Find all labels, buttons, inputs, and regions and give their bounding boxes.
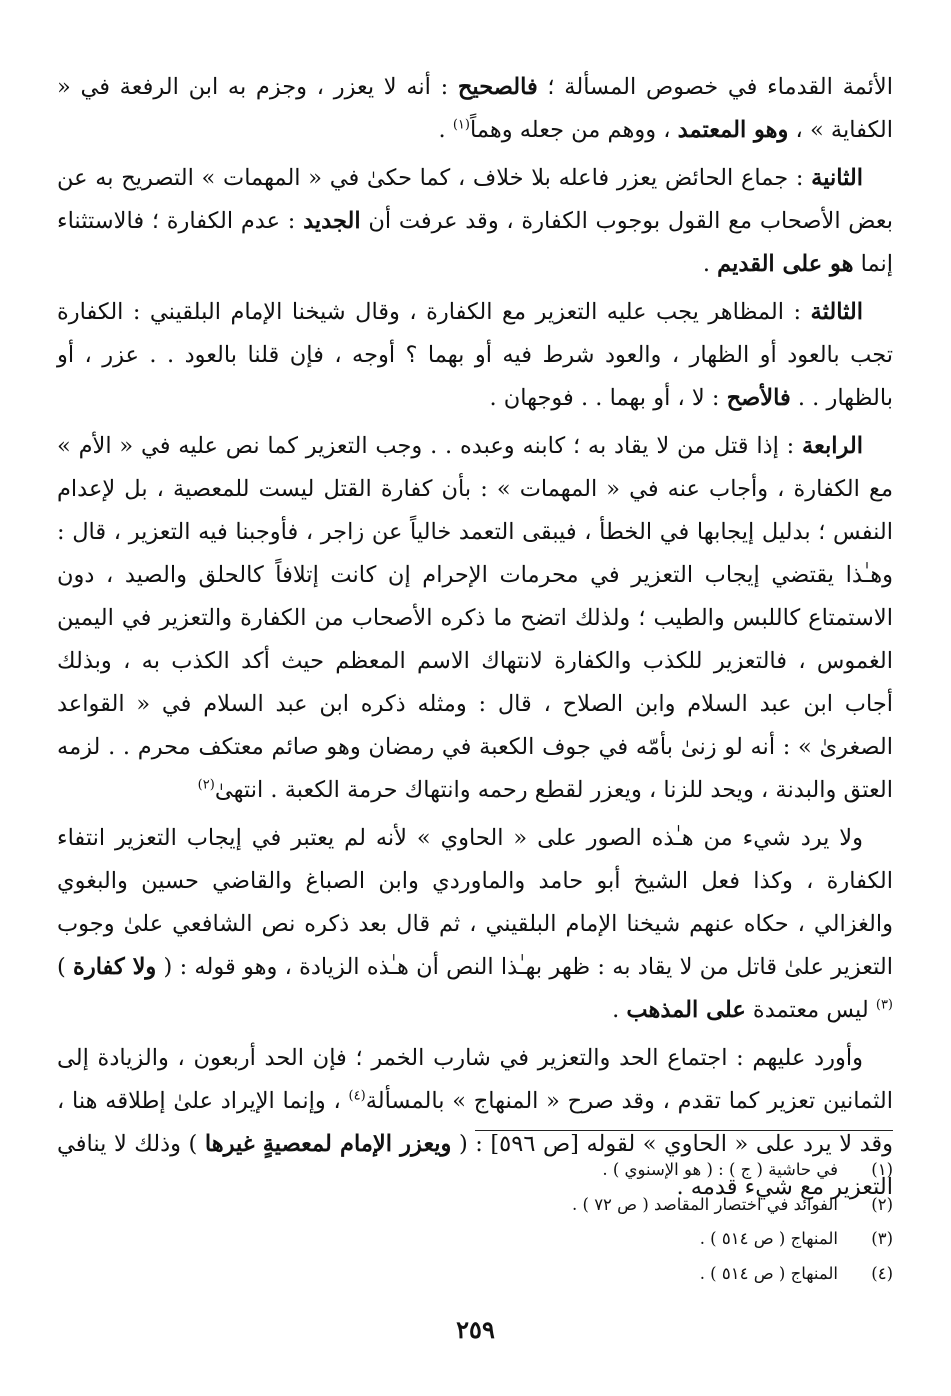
bold-term: فالصحيح [457, 74, 538, 100]
text-run: : لا ، أو بهما . . فوجهان . [489, 385, 727, 411]
text-run: ليس معتمدة [745, 997, 876, 1023]
footnote-text: الفوائد في اختصار المقاصد ( ص ٧٢ ) . [572, 1194, 838, 1214]
footnote-item [57, 1188, 893, 1223]
main-text [57, 66, 893, 1214]
bold-term: ويعزر الإمام لمعصيةٍ غيرها [204, 1131, 452, 1157]
footnotes [57, 1153, 893, 1291]
footnote-item [57, 1222, 893, 1257]
bold-term: فالأصح [726, 385, 791, 411]
footnote-marker: (٤) [348, 1088, 366, 1104]
paragraph-p2 [57, 157, 893, 286]
footnote-number: (٤) [871, 1263, 893, 1283]
footnote-item [57, 1257, 893, 1292]
text-run: ) [57, 954, 74, 980]
text-run: : جماع الحائض يعزر فاعله بلا خلاف ، كما حكىٰ في « المهمات » التصريح به عن بعض الأصحاب مع القول بوجوب الكفارة ، وقد عرفت أن [57, 165, 893, 234]
paragraph-p5 [57, 817, 893, 1032]
text-run: : عدم الكفارة ؛ فالاستثناء إنما [57, 208, 893, 277]
bold-term: الجديد [303, 208, 361, 234]
text-run: الأئمة القدماء في خصوص المسألة ؛ [537, 74, 893, 100]
footnote-marker: (١) [452, 117, 470, 133]
text-run: . [438, 117, 453, 143]
footnote-number: (٣) [871, 1229, 893, 1248]
text-run: : إذا قتل من لا يقاد به ؛ كابنه وعبده . . وجب التعزير كما نص عليه في « الأم » مع الكفارة ، وأجاب عنه في « المهمات » : بأن كفارة القتل ليست للمعصية ، بل لإعدام النفس ؛ بدليل إيجابها في الخطأ ، فيبقى التعمد خالياً عن زاجر ، فأوجبنا فيه التعزير ، قال : وهـٰذا يقتضي إيجاب التعزير في محرمات الإحرام إن كانت إتلافاً كالحلق والصيد ، دون الاستمتاع كاللبس والطيب ؛ ولذلك اتضح ما ذكره الأصحاب من الكفارة والتعزير في اليمين الغموس ، فالتعزير للكذب والكفارة لانتهاك الاسم المعظم حيث أكد الكذب به ، وبذلك أجاب ابن عبد السلام وابن الصلاح ، قال : ومثله ذكره ابن عبد السلام في « القواعد الصغرىٰ » : أنه لو زنىٰ بأمّه في جوف الكعبة في رمضان وهو صائم معتكف محرم . . لزمه العتق والبدنة ، ويحد للزنا ، ويعزر لقطع رحمه وانتهاك حرمة الكعبة . انتهىٰ [57, 433, 893, 803]
text-run: ) وذلك لا ينافي التعزير مع شيء قدمه . [57, 1131, 893, 1200]
text-run: وأورد عليهم : اجتماع الحد والتعزير في شارب الخمر ؛ فإن الحد أربعون ، والزيادة إلى الثمانين تعزير كما تقدم ، وقد صرح « المنهاج » بالمسألة [57, 1045, 893, 1114]
paragraph-p1 [57, 66, 893, 152]
paragraph-p3 [57, 291, 893, 420]
footnote-separator [475, 1130, 893, 1131]
footnote-number: (٢) [871, 1194, 893, 1214]
footnote-number: (١) [871, 1160, 893, 1179]
bold-term: الرابعة [802, 433, 863, 459]
footnote-item [57, 1153, 893, 1188]
footnote-text: المنهاج ( ص ٥١٤ ) . [699, 1263, 838, 1283]
text-run: : أنه لا يعزر ، وجزم به ابن الرفعة في « الكفاية » ، [57, 74, 893, 143]
footnote-text: المنهاج ( ص ٥١٤ ) . [699, 1229, 838, 1248]
bold-term: الثانية [811, 165, 863, 191]
footnote-text: في حاشية ( ج ) : ( هو الإسنوي ) . [602, 1160, 838, 1179]
page-number: ٢٥٩ [456, 1315, 495, 1344]
footnote-marker: (٢) [197, 777, 215, 793]
text-run: . [612, 997, 627, 1023]
text-run: : المظاهر يجب عليه التعزير مع الكفارة ، وقال شيخنا الإمام البلقيني : الكفارة تجب بالعود أو الظهار ، والعود شرط فيه أو بهما ؟ أوجه ، فإن قلنا بالعود . . عزر ، أو بالظهار . . [57, 299, 893, 411]
paragraph-p4 [57, 425, 893, 812]
footnote-marker: (٣) [875, 997, 893, 1013]
text-run: . [702, 251, 718, 277]
bold-term: وهو المعتمد [677, 117, 789, 143]
bold-term: على المذهب [626, 997, 746, 1023]
text-run: ، وإنما الإيراد علىٰ إطلاقه هنا ، وقد لا يرد على « الحاوي » لقوله [ص ٥٩٦] : ( [57, 1088, 893, 1157]
bold-term: الثالثة [810, 299, 863, 325]
text-run: ، ووهم من جعله وهماً [469, 117, 678, 143]
bold-term: ولا كفارة [73, 954, 157, 980]
bold-term: هو على القديم [717, 251, 854, 277]
text-run: ولا يرد شيء من هـٰذه الصور على « الحاوي » لأنه لم يعتبر في إيجاب التعزير انتفاء الكفارة ، وكذا فعل الشيخ أبو حامد والماوردي وابن الصباغ والقاضي حسين والبغوي والغزالي ، حكاه عنهم شيخنا الإمام البلقيني ، ثم قال بعد ذكره نص الشافعي علىٰ وجوب التعزير علىٰ قاتل من لا يقاد به : ظهر بهـٰذا النص أن هـٰذه الزيادة ، وهو قوله : ( [57, 825, 894, 980]
